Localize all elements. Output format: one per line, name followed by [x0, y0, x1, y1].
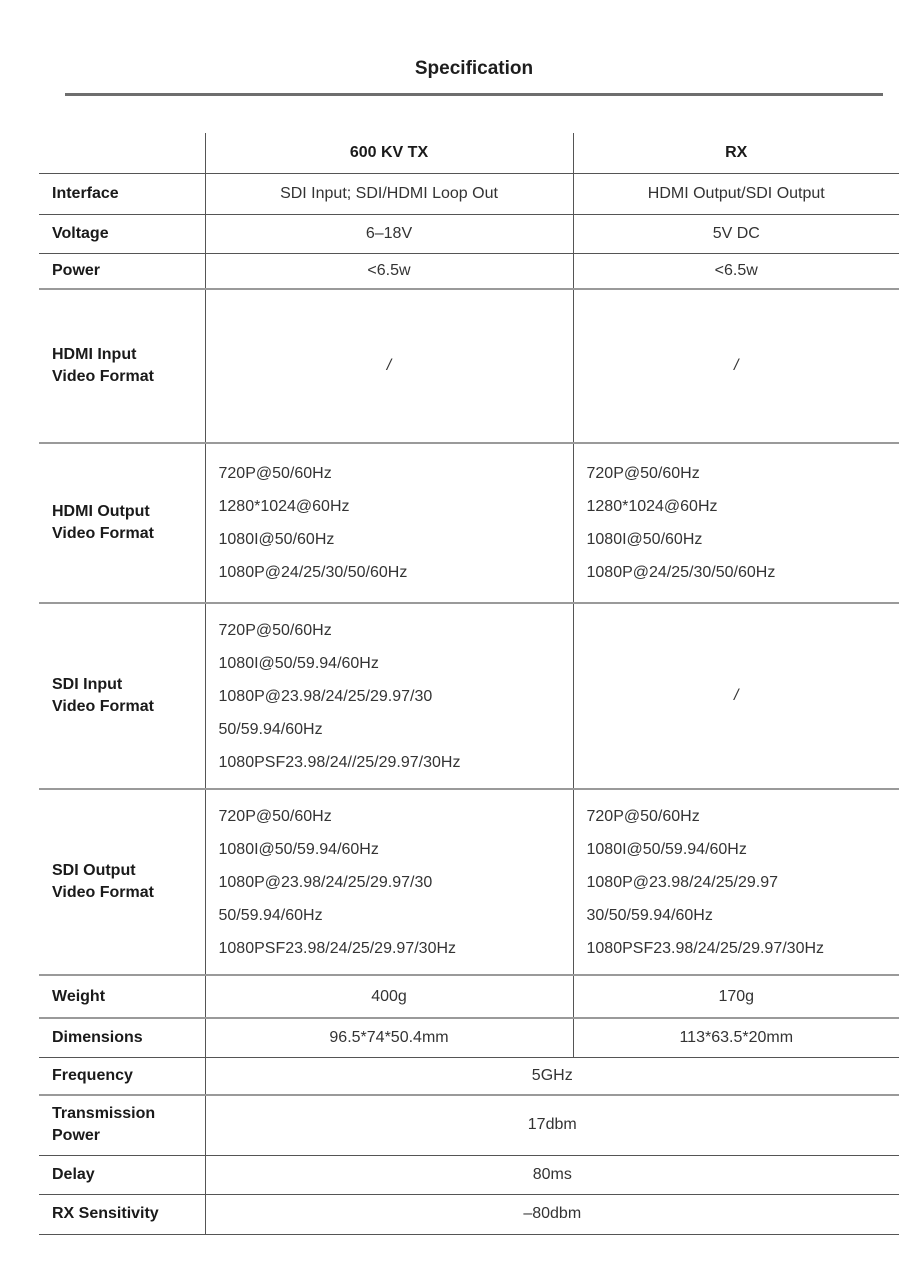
row-label [39, 443, 205, 603]
row-label: RX Sensitivity [39, 1194, 205, 1234]
format-line: 720P@50/60Hz [586, 465, 700, 482]
row-label: Interface [39, 173, 205, 214]
row-sdi-input [39, 603, 899, 789]
column-header-tx: 600 KV TX [205, 133, 573, 173]
row-label: Dimensions [39, 1018, 205, 1057]
row-sdi-output [39, 789, 899, 975]
format-line: 1080P@23.98/24/25/29.97/30 [218, 687, 433, 705]
rx-value: 170g [573, 975, 899, 1018]
row-label: Delay [39, 1155, 205, 1194]
tx-value [205, 789, 573, 975]
shared-value: 17dbm [205, 1095, 899, 1155]
row-hdmi-output [39, 443, 899, 603]
rx-value [573, 443, 899, 603]
format-line: 1080I@50/59.94/60Hz [218, 654, 379, 672]
format-line: 50/59.94/60Hz [218, 720, 323, 738]
row-label [39, 603, 205, 789]
format-line: 1080P@23.98/24/25/29.97/30 [218, 873, 433, 891]
format-line: 1080PSF23.98/24/25/29.97/30Hz [586, 939, 825, 957]
row-power [39, 253, 899, 289]
tx-value: <6.5w [205, 253, 573, 289]
format-line: 720P@50/60Hz [218, 465, 332, 482]
format-line: 1080PSF23.98/24/25/29.97/30Hz [218, 939, 457, 957]
row-label-line: HDMI Output [52, 503, 150, 520]
row-label-line: Video Format [52, 525, 154, 542]
row-label [39, 1095, 205, 1155]
tx-value: 6–18V [205, 214, 573, 253]
format-line: 50/59.94/60Hz [218, 906, 323, 924]
format-line: 30/50/59.94/60Hz [586, 906, 713, 924]
tx-value: 400g [205, 975, 573, 1018]
rx-value: HDMI Output/SDI Output [573, 173, 899, 214]
tx-value: 96.5*74*50.4mm [205, 1018, 573, 1057]
format-line: 1080P@23.98/24/25/29.97 [586, 873, 779, 891]
format-line: 1080I@50/59.94/60Hz [586, 840, 747, 858]
tx-value [205, 443, 573, 603]
row-label [39, 289, 205, 443]
format-line: 720P@50/60Hz [218, 621, 332, 639]
format-line: 720P@50/60Hz [218, 807, 332, 825]
shared-value: 80ms [205, 1155, 899, 1194]
row-label: Voltage [39, 214, 205, 253]
format-line: 1080P@24/25/30/50/60Hz [218, 564, 408, 581]
row-label-line: Video Format [52, 698, 154, 715]
spec-table [39, 133, 899, 1235]
row-label-line: Transmission [52, 1105, 156, 1123]
row-weight [39, 975, 899, 1018]
shared-value: –80dbm [205, 1194, 899, 1234]
title-divider [65, 93, 883, 96]
header-row [39, 133, 899, 173]
row-label: Power [39, 253, 205, 289]
row-rx-sensitivity [39, 1194, 899, 1234]
format-line: 1280*1024@60Hz [586, 498, 718, 515]
shared-value: 5GHz [205, 1057, 899, 1095]
row-hdmi-input [39, 289, 899, 443]
row-label-line: SDI Input [52, 676, 123, 693]
format-line: 1280*1024@60Hz [218, 498, 350, 515]
row-label [39, 789, 205, 975]
row-frequency [39, 1057, 899, 1095]
column-header-rx: RX [573, 133, 899, 173]
row-label: Frequency [39, 1057, 205, 1095]
tx-value: SDI Input; SDI/HDMI Loop Out [205, 173, 573, 214]
header-corner [39, 133, 205, 173]
row-interface [39, 173, 899, 214]
format-line: 720P@50/60Hz [586, 807, 700, 825]
rx-value: 113*63.5*20mm [573, 1018, 899, 1057]
rx-value [573, 789, 899, 975]
row-label: Weight [39, 975, 205, 1018]
rx-value: 5V DC [573, 214, 899, 253]
format-line: 1080I@50/59.94/60Hz [218, 840, 379, 858]
tx-value: / [205, 289, 573, 443]
tx-value [205, 603, 573, 789]
row-label-line: SDI Output [52, 862, 136, 879]
rx-value: / [573, 289, 899, 443]
row-label-line: HDMI Input [52, 346, 137, 363]
row-voltage [39, 214, 899, 253]
row-delay [39, 1155, 899, 1194]
row-label-line: Power [52, 1127, 101, 1145]
format-line: 1080P@24/25/30/50/60Hz [586, 564, 776, 581]
row-label-line: Video Format [52, 884, 154, 901]
row-transmission-power [39, 1095, 899, 1155]
page-title: Specification [414, 58, 534, 79]
row-label-line: Video Format [52, 368, 154, 385]
rx-value: <6.5w [573, 253, 899, 289]
format-line: 1080I@50/60Hz [218, 531, 335, 548]
row-dimensions [39, 1018, 899, 1057]
rx-value: / [573, 603, 899, 789]
format-line: 1080PSF23.98/24//25/29.97/30Hz [218, 753, 461, 771]
format-line: 1080I@50/60Hz [586, 531, 703, 548]
